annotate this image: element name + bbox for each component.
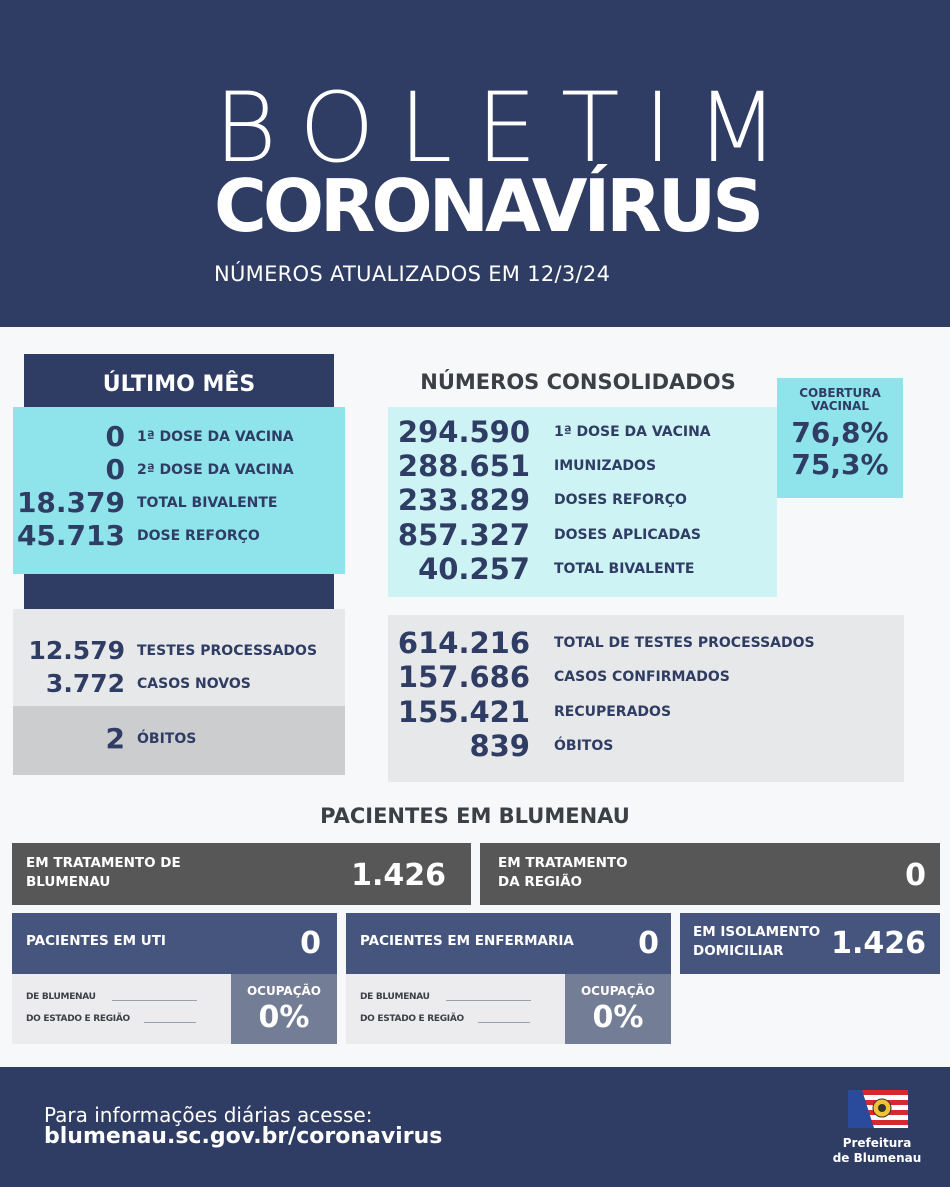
stat-value: 614.216: [397, 626, 530, 660]
stat-label: RECUPERADOS: [554, 704, 672, 720]
box-value: 1.426: [831, 926, 926, 961]
cobertura-value: 76,8%: [791, 416, 889, 449]
uti-detail-panel: [12, 974, 231, 1044]
consolidados-row: [388, 449, 777, 483]
stat-value: 3.772: [45, 669, 125, 698]
detail-line: [112, 1000, 197, 1001]
stat-label: 1ª DOSE DA VACINA: [554, 424, 711, 440]
uti-ocupacao-box: [231, 974, 337, 1044]
ultimo-mes-row: [13, 486, 345, 519]
stat-value: 288.651: [397, 449, 530, 483]
title-boletim: BOLETIM: [214, 72, 803, 184]
stat-label: 2ª DOSE DA VACINA: [137, 461, 294, 478]
enfermaria-detail-panel: [346, 974, 565, 1044]
prefeitura-name-line2: de Blumenau: [832, 1151, 922, 1165]
ultimo-mes-row: [13, 453, 345, 486]
ocupacao-title: OCUPAÇÃO: [580, 984, 656, 998]
stat-value: 40.257: [418, 552, 530, 586]
stat-label: CASOS CONFIRMADOS: [554, 669, 730, 685]
stat-value: 0: [105, 453, 125, 486]
prefeitura-name: [818, 1136, 936, 1166]
em-tratamento-regiao-box: [480, 843, 940, 905]
stat-label: ÓBITOS: [554, 738, 614, 754]
stat-value: 157.686: [397, 660, 530, 694]
ultimo-mes-obitos-row: [13, 722, 345, 755]
stat-label: ÓBITOS: [137, 730, 197, 747]
stat-value: 0: [105, 420, 125, 453]
em-tratamento-blumenau-box: [12, 843, 471, 905]
consolidados-header: NÚMEROS CONSOLIDADOS: [420, 370, 736, 394]
stat-label: IMUNIZADOS: [554, 458, 657, 474]
stat-value: 155.421: [397, 695, 530, 729]
ultimo-mes-row: [13, 519, 345, 552]
pacientes-enfermaria-box: [346, 913, 671, 974]
stat-value: 18.379: [16, 486, 125, 519]
detail-label: DE BLUMENAU: [26, 992, 96, 1002]
stat-value: 12.579: [28, 636, 125, 665]
box-value: 1.426: [351, 858, 446, 893]
consolidados-case-row: [388, 695, 904, 729]
update-date: NÚMEROS ATUALIZADOS EM 12/3/24: [214, 262, 611, 286]
stat-label: 1ª DOSE DA VACINA: [137, 428, 294, 445]
box-label: PACIENTES EM UTI: [26, 933, 166, 949]
prefeitura-name-line1: Prefeitura: [842, 1136, 912, 1150]
detail-line: [144, 1022, 196, 1023]
footer-website-link[interactable]: blumenau.sc.gov.br/coronavirus: [44, 1124, 443, 1149]
consolidados-case-row: [388, 660, 904, 694]
prefeitura-flag-logo: [848, 1090, 908, 1128]
ocupacao-value: 0%: [592, 1000, 644, 1035]
cobertura-value: 75,3%: [791, 448, 889, 481]
detail-label: DE BLUMENAU: [360, 992, 430, 1002]
stat-value: 857.327: [397, 518, 530, 552]
stat-value: 839: [469, 729, 530, 763]
stat-label: CASOS NOVOS: [137, 675, 251, 692]
stat-label: DOSES REFORÇO: [554, 492, 687, 508]
box-label: PACIENTES EM ENFERMARIA: [360, 933, 574, 949]
ocupacao-title: OCUPAÇÃO: [246, 984, 322, 998]
detail-label: DO ESTADO E REGIÃO: [26, 1014, 130, 1024]
cobertura-vacinal-box: [777, 378, 903, 498]
consolidados-row: [388, 483, 777, 517]
ocupacao-value: 0%: [258, 1000, 310, 1035]
stat-label: DOSES APLICADAS: [554, 527, 701, 543]
footer-info-text: Para informações diárias acesse:: [44, 1103, 373, 1127]
consolidados-case-row: [388, 729, 904, 763]
pacientes-header: PACIENTES EM BLUMENAU: [320, 804, 630, 828]
consolidados-row: [388, 415, 777, 449]
ultimo-mes-row: [13, 636, 345, 665]
detail-line: [478, 1022, 530, 1023]
stat-value: 294.590: [397, 415, 530, 449]
box-label: EM TRATAMENTO DE BLUMENAU: [26, 855, 181, 890]
title-coronavirus: CORONAVÍRUS: [214, 164, 761, 248]
stat-value: 2: [105, 722, 125, 755]
ultimo-mes-row: [13, 420, 345, 453]
consolidados-case-row: [388, 626, 904, 660]
consolidados-row: [388, 518, 777, 552]
box-label: EM ISOLAMENTO DOMICILIAR: [693, 924, 821, 959]
stat-value: 233.829: [397, 483, 530, 517]
detail-label: DO ESTADO E REGIÃO: [360, 1014, 464, 1024]
stat-label: TOTAL DE TESTES PROCESSADOS: [554, 635, 815, 651]
stat-label: TOTAL BIVALENTE: [137, 494, 278, 511]
detail-line: [446, 1000, 531, 1001]
enfermaria-ocupacao-box: [565, 974, 671, 1044]
box-value: 0: [300, 926, 321, 961]
isolamento-domiciliar-box: [680, 913, 940, 974]
box-value: 0: [905, 858, 926, 893]
ultimo-mes-divider: [24, 574, 334, 610]
stat-value: 45.713: [16, 519, 125, 552]
stat-label: TESTES PROCESSADOS: [137, 642, 318, 659]
stat-label: TOTAL BIVALENTE: [554, 561, 695, 577]
consolidados-row: [388, 552, 777, 586]
ultimo-mes-header: ÚLTIMO MÊS: [24, 354, 334, 409]
stat-label: DOSE REFORÇO: [137, 527, 260, 544]
ultimo-mes-row: [13, 669, 345, 698]
box-value: 0: [638, 926, 659, 961]
pacientes-uti-box: [12, 913, 337, 974]
cobertura-title: COBERTURA VACINAL: [799, 386, 881, 413]
box-label: EM TRATAMENTO DA REGIÃO: [498, 855, 628, 890]
